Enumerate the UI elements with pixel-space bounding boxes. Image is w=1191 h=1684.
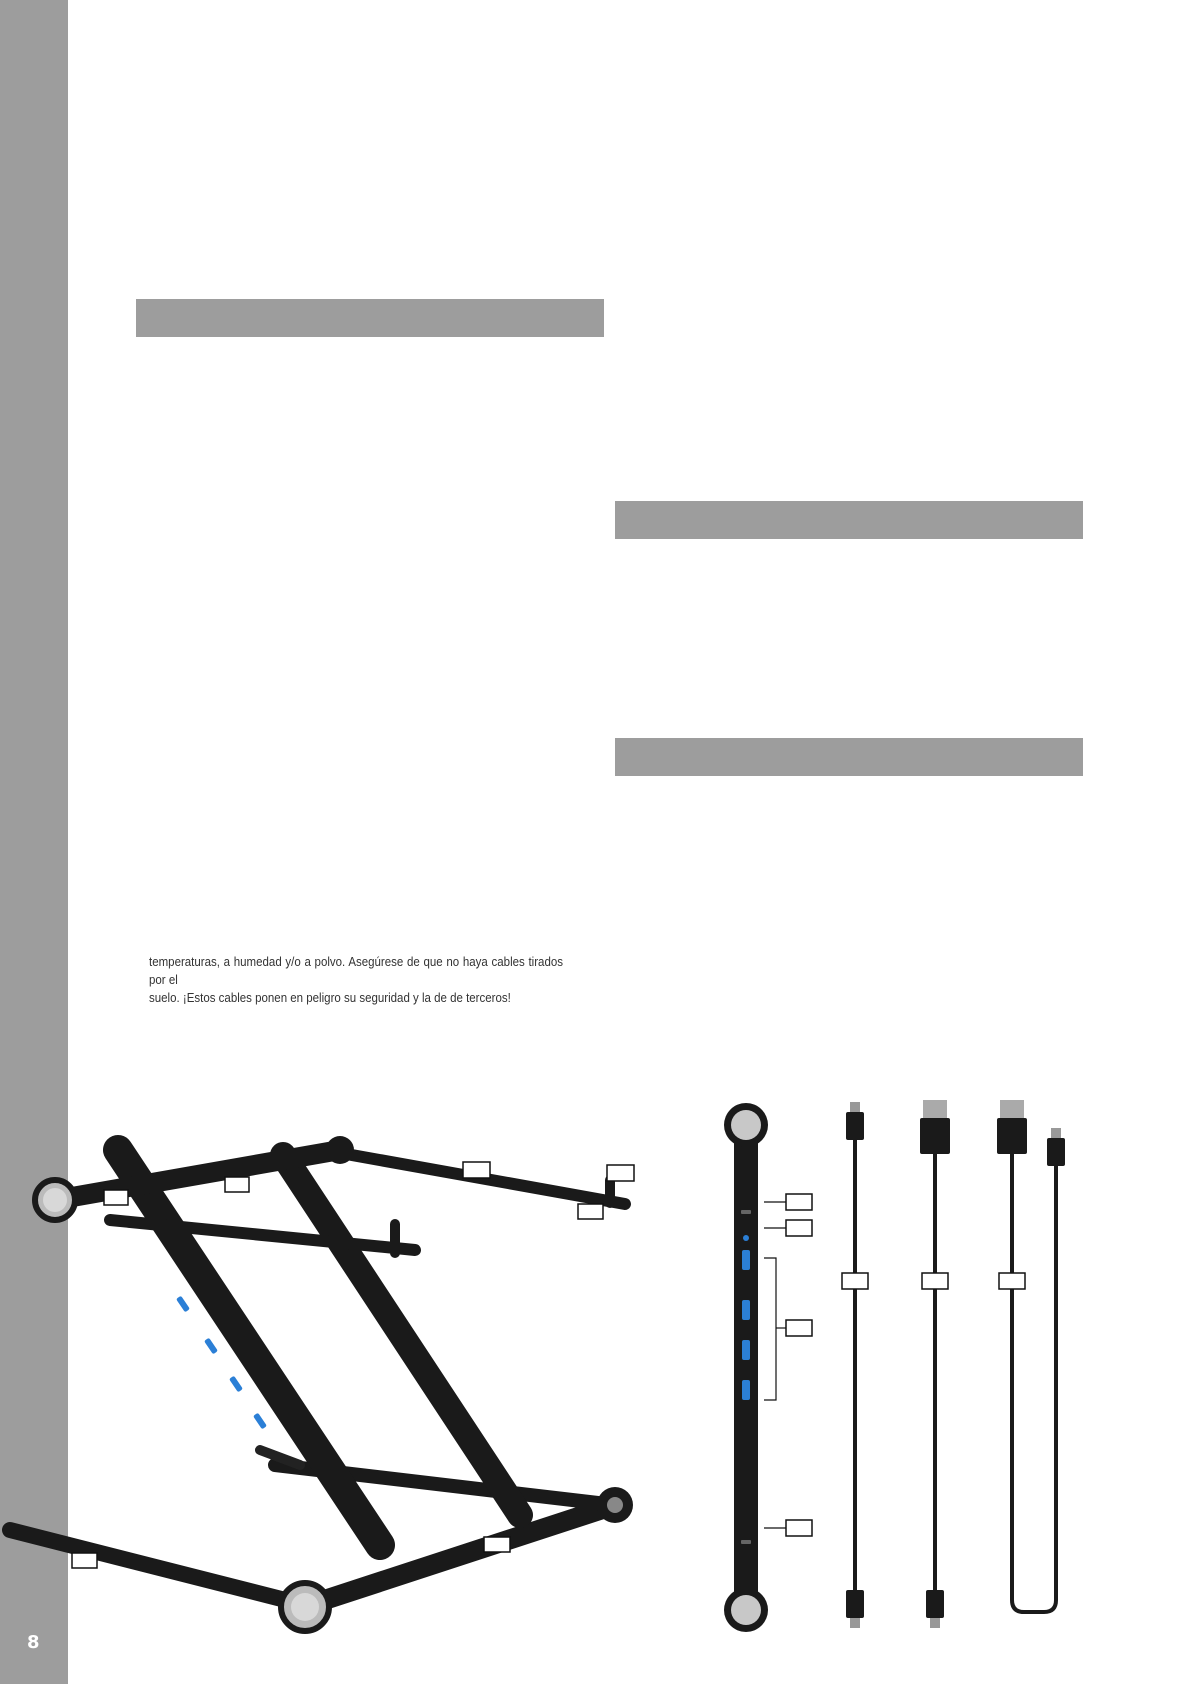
- callout-boxes-hub: [786, 1194, 812, 1536]
- paragraph-line-1: temperaturas, a humedad y/o a polvo. Asegúrese de que no haya cables tirados por el: [149, 955, 563, 987]
- hub-callout-leaders: [764, 1202, 786, 1528]
- side-arm-left: [118, 1150, 380, 1545]
- usb-a-to-usb-c-cable: [920, 1100, 950, 1628]
- section-header-bar-right-1: [615, 501, 1083, 539]
- usb-hub-bar: [724, 1103, 768, 1632]
- callout-boxes-cables: [842, 1273, 1025, 1289]
- paragraph-line-2: suelo. ¡Estos cables ponen en peligro su seguridad y la de de terceros!: [149, 991, 511, 1005]
- usb-a-to-usb-c-short-cable: [997, 1100, 1065, 1612]
- section-header-bar-left: [136, 299, 604, 337]
- left-support-arm: [110, 1220, 415, 1250]
- section-header-bar-right-2: [615, 738, 1083, 776]
- page-number: 8: [27, 1632, 40, 1653]
- safety-paragraph: [149, 953, 563, 1007]
- usb-c-to-usb-c-cable: [846, 1102, 864, 1628]
- front-left-foot-bar: [10, 1530, 305, 1605]
- hub-and-cables-illustration: [700, 1090, 1120, 1650]
- laptop-stand-illustration: [0, 1120, 680, 1660]
